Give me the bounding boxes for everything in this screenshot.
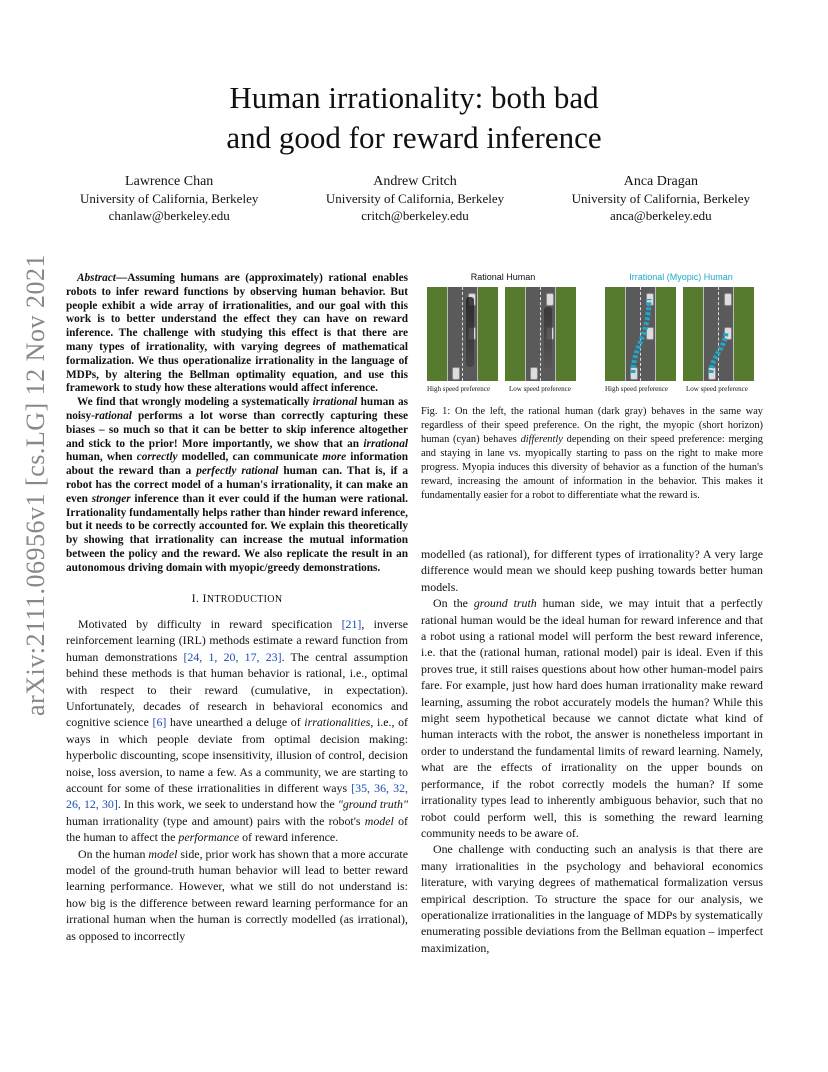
intro-paragraph-2 xyxy=(66,846,408,944)
intro-text: of the human to affect the xyxy=(66,813,408,845)
title-line-2: and good for reward inference xyxy=(226,120,602,155)
intro-emph: "ground truth" xyxy=(337,797,408,812)
intro-emph: model xyxy=(148,846,178,861)
caption-emph: differently xyxy=(520,434,563,445)
panel-label: High speed preference xyxy=(605,385,668,393)
abstract-emph: more xyxy=(322,451,347,464)
abstract-emph: irrational xyxy=(312,396,358,409)
abstract-paragraph-1 xyxy=(66,272,408,396)
intro-text: , i.e., of ways in which people deviate from optimal decision making: hyperbolic discounting, scope insensitivity, illusion of control, decision noise, loss aversion, to name a few. As a community, we are starting to account for some of these irrationalities in different ways xyxy=(66,715,408,795)
section-number: I. xyxy=(191,590,203,605)
intro-paragraph-1 xyxy=(66,616,408,846)
intro-emph: irrationalities xyxy=(304,715,371,730)
abstract-emph: perfectly rational xyxy=(196,465,279,478)
right-paragraph-2: One challenge with conducting such an analysis is that there are many irrationalities in the psychology and behavioral economics literature, with varying degrees of mathematical formalization versus empirical description. To structure the space for our analysis, we operationalize irrationalities in the language of MDPs by systematically enumerating possible deviations from the Bellman equation – imperfect maximization, xyxy=(421,842,763,955)
intro-text: of reward inference. xyxy=(239,830,339,845)
citation-link[interactable]: [35, 36, 32, 26, 12, 30] xyxy=(66,781,409,812)
road-edge xyxy=(525,287,526,381)
right-column xyxy=(421,546,763,956)
left-column xyxy=(66,272,408,944)
right-paragraph-0: modelled (as rational), for different types of irrationality? A very large difference would mean we should keep pushing towards better human models. xyxy=(421,547,763,594)
body-text: On the xyxy=(433,596,474,611)
figure-title-rational: Rational Human xyxy=(470,272,536,282)
abstract-text: We find that wrongly modeling a systematically xyxy=(77,396,313,409)
author-email: anca@berkeley.edu xyxy=(609,208,712,223)
arxiv-stamp xyxy=(0,0,50,716)
citation-link[interactable]: [21] xyxy=(341,616,362,631)
myopic-trajectory xyxy=(683,287,754,381)
abstract-emph: rational xyxy=(94,409,132,422)
abstract-text: human as noisy- xyxy=(66,396,408,422)
abstract-dash: — xyxy=(115,272,128,284)
intro-text: have unearthed a deluge of xyxy=(166,715,305,730)
paper-title xyxy=(0,78,828,158)
abstract-text: human can. That is, if a robot has the correct model of a human's irrationality, it can make an even xyxy=(66,465,408,505)
author-email: chanlaw@berkeley.edu xyxy=(108,208,230,223)
road-edge xyxy=(477,287,478,381)
author-email: critch@berkeley.edu xyxy=(361,208,469,223)
abstract-emph: stronger xyxy=(91,492,131,505)
rational-trajectory xyxy=(544,307,552,369)
abstract-paragraph-2 xyxy=(66,396,408,575)
right-paragraph-1 xyxy=(421,595,763,841)
author-name: Andrew Critch xyxy=(373,174,457,189)
body-text: human side, we may intuit that a perfectly rational human would be the ideal human for reward inference and that a robot using a rational model will perform the best reward inference, i.e. that the (rational human, rational model) pair is ideal. Even if this proves true, it still raises questions about how other human-model pairs fare. For example, just how hard does human irrationality make reward learning, assuming the robot accurately models the human? While this might seem hypothetical because we cannot dictate what kind of human interacts with the robot, the answer is nonetheless important in order to understand the fundamental limits of reward learning. Namely, what are the effects of irrationality on the upper bounds on performance, if the robot correctly models the human? If some irrationality types lead to inherently ambiguous behavior, such that no robot could perform well, this is something the reward learning community needs to be aware of. xyxy=(421,596,763,840)
driving-panel-myopic-low xyxy=(683,287,754,381)
abstract-text: performs a lot worse than correctly capturing these biases – so much so that it can be better to skip inference altogether and stick to the prior! More importantly, we show that an xyxy=(66,409,408,450)
author-name: Anca Dragan xyxy=(623,174,698,189)
abstract-emph: irrational xyxy=(363,437,408,450)
lane-marking xyxy=(462,287,463,381)
panel-label: High speed preference xyxy=(427,385,490,393)
figure-1 xyxy=(421,268,763,398)
rational-trajectory xyxy=(466,297,474,367)
title-line-1: Human irrationality: both bad xyxy=(229,80,599,115)
abstract-text-1: Assuming humans are (approximately) rational enables robots to infer reward functions by observing human behavior. But people exhibit a wide array of irrationalities, and our goal with this work is to better understand the effect they can have on reward inference. The challenge with studying this effect is that there are many types of irrationality, with varying degrees of mathematical formalization. We thus operationalize irrationality in the language of MDPs, by altering the Bellman optimality equation, and use this framework to study how these alterations would affect inference. xyxy=(66,272,408,395)
driving-panel-rational-high xyxy=(427,287,498,381)
intro-text: On the human xyxy=(78,846,149,861)
caption-text: Fig. 1: On the left, the rational human (dark gray) behaves in the same way regardless of their speed preference. On the right, the myopic (short horizon) human (cyan) behaves xyxy=(421,406,763,445)
myopic-trajectory xyxy=(605,287,676,381)
driving-panel-rational-low xyxy=(505,287,576,381)
author-affiliation: University of California, Berkeley xyxy=(571,191,750,206)
author-1 xyxy=(80,173,258,224)
author-2 xyxy=(326,173,504,224)
citation-link[interactable]: [6] xyxy=(152,715,167,730)
abstract-label: Abstract xyxy=(77,272,116,284)
intro-text: side, prior work has shown that a more accurate model of the ground-truth human behavior will lead to better reward learning performance. However, what we still do not understand is: how big is the difference between reward learning performance for an irrational human when the human is correctly modelled (as irrational), as opposed to incorrectly xyxy=(66,846,408,943)
figure-caption xyxy=(421,405,763,503)
other-car xyxy=(546,293,554,306)
citation-link[interactable]: [24, 1, 20, 17, 23] xyxy=(183,649,282,664)
abstract-emph: correctly xyxy=(136,451,178,464)
author-affiliation: University of California, Berkeley xyxy=(325,191,505,206)
road-edge xyxy=(555,287,556,381)
intro-emph: model xyxy=(364,813,394,828)
figure-title-myopic: Irrational (Myopic) Human xyxy=(629,272,733,282)
abstract-text: human, when xyxy=(66,451,137,464)
caption-text: depending on their speed preference: merging and staying in lane vs. myopically starting to pass on the right to make more progress. Myopia induces this diversity of behavior as a function of the human's reward, increasing the amount of information in the behavior. This makes it fundamentally easier for a robot to differentiate what the reward is. xyxy=(421,434,763,501)
section-heading-introduction xyxy=(66,590,408,608)
panel-label: Low speed preference xyxy=(509,385,571,393)
section-title-rest: NTRODUCTION xyxy=(206,593,283,605)
lane-marking xyxy=(540,287,541,381)
arxiv-stamp-text: arXiv:2111.06956v1 [cs.LG] 12 Nov 2021 xyxy=(21,254,50,716)
abstract-text: inference than it ever could if the human were rational. Irrationality fundamentally helps rather than hinder reward inference, but it needs to be correctly accounted for. We explain this theoretically by showing that irrationality can increase the mutual information between the policy and the reward. We also replicate the result in an autonomous driving domain with myopic/greedy demonstrations. xyxy=(66,492,408,574)
author-block xyxy=(80,173,750,224)
intro-text: human irrationality (type and amount) pairs with the robot's xyxy=(66,813,365,828)
intro-text: Motivated by difficulty in reward specification xyxy=(78,616,342,631)
section-title-initial: I xyxy=(202,590,207,605)
author-3 xyxy=(572,173,750,224)
abstract-text: modelled, can communicate xyxy=(177,451,323,464)
other-car xyxy=(452,367,460,380)
intro-text: . In this work, we seek to understand how the xyxy=(117,797,338,812)
abstract-text: information about the reward than a xyxy=(66,451,408,478)
panel-label: Low speed preference xyxy=(686,385,748,393)
intro-text: , inverse reinforcement learning (IRL) methods estimate a reward function from human demonstrations xyxy=(66,616,408,664)
author-affiliation: University of California, Berkeley xyxy=(80,191,259,206)
driving-panel-myopic-high xyxy=(605,287,676,381)
intro-emph: performance xyxy=(178,830,240,845)
body-emph: ground truth xyxy=(473,596,537,611)
other-car xyxy=(530,367,538,380)
road-edge xyxy=(447,287,448,381)
intro-text: . The central assumption behind these methods is that human behavior is rational, i.e., optimal with respect to their reward (cumulative, in expectation). Unfortunately, decades of research in behavioral economics and cognitive science xyxy=(66,649,408,730)
author-name: Lawrence Chan xyxy=(125,174,214,189)
